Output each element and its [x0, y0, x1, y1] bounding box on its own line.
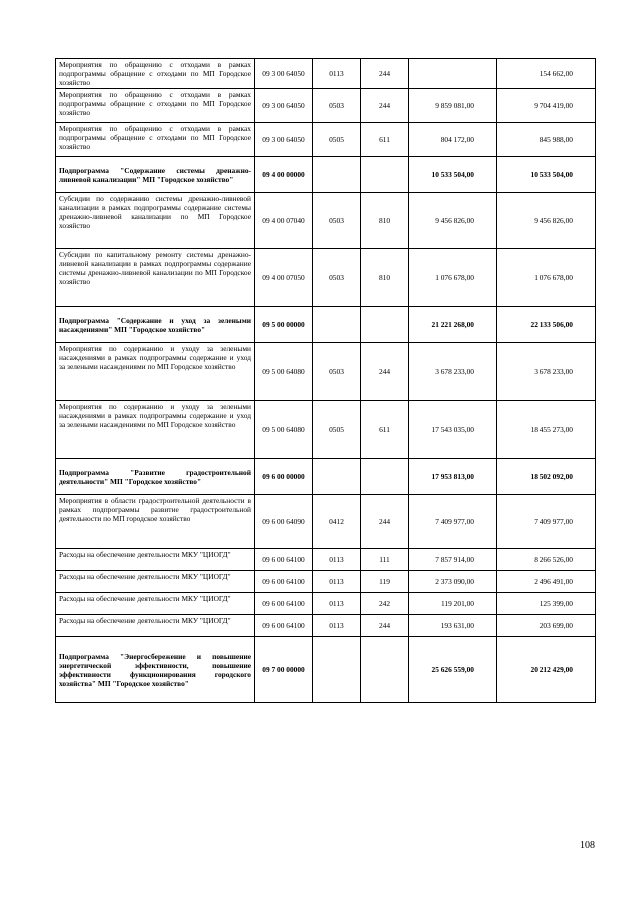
expense-type-code: 242 — [361, 593, 409, 615]
target-code: 09 6 00 64100 — [255, 571, 313, 593]
target-code: 09 6 00 00000 — [255, 459, 313, 495]
table-row — [56, 59, 596, 89]
amount-first-year: 17 953 813,00 — [409, 459, 497, 495]
target-code: 09 7 00 00000 — [255, 637, 313, 703]
table-row — [56, 89, 596, 123]
target-code: 09 4 00 07050 — [255, 249, 313, 307]
amount-first-year: 7 857 914,00 — [409, 549, 497, 571]
expense-description: Расходы на обеспечение деятельности МКУ "ЦИОГД" — [56, 615, 255, 637]
expense-type-code: 244 — [361, 59, 409, 89]
expense-type-code: 810 — [361, 193, 409, 249]
expense-description: Подпрограмма "Развитие градостроительной деятельности" МП "Городское хозяйство" — [56, 459, 255, 495]
expense-type-code — [361, 307, 409, 343]
amount-second-year: 18 502 092,00 — [497, 459, 596, 495]
amount-second-year: 22 133 506,00 — [497, 307, 596, 343]
section-code: 0505 — [313, 401, 361, 459]
target-code: 09 6 00 64100 — [255, 549, 313, 571]
expense-description: Мероприятия по содержанию и уходу за зелеными насаждениями в рамках подпрограммы содержание и уход за зелеными насаждениями по МП Городское хозяйство — [56, 343, 255, 401]
amount-first-year: 10 533 504,00 — [409, 157, 497, 193]
expense-description: Подпрограмма "Содержание системы дренажно-ливневой канализации" МП "Городское хозяйство" — [56, 157, 255, 193]
amount-second-year: 9 704 419,00 — [497, 89, 596, 123]
amount-first-year: 2 373 090,00 — [409, 571, 497, 593]
amount-second-year: 10 533 504,00 — [497, 157, 596, 193]
amount-first-year: 804 172,00 — [409, 123, 497, 157]
amount-second-year: 3 678 233,00 — [497, 343, 596, 401]
amount-first-year: 9 456 826,00 — [409, 193, 497, 249]
section-code: 0503 — [313, 249, 361, 307]
section-code — [313, 307, 361, 343]
section-code: 0113 — [313, 571, 361, 593]
target-code: 09 4 00 00000 — [255, 157, 313, 193]
amount-second-year: 9 456 826,00 — [497, 193, 596, 249]
subprogram-row — [56, 459, 596, 495]
subprogram-row — [56, 157, 596, 193]
section-code: 0503 — [313, 89, 361, 123]
table-row — [56, 495, 596, 549]
amount-second-year: 20 212 429,00 — [497, 637, 596, 703]
expense-description: Мероприятия по обращению с отходами в рамках подпрограммы обращение с отходами по МП Городское хозяйство — [56, 59, 255, 89]
expense-description: Подпрограмма "Энергосбережение и повышение энергетической эффективности, повышение эффективности функционирования городского хозяйства" МП "Городское хозяйство" — [56, 637, 255, 703]
section-code: 0503 — [313, 343, 361, 401]
expense-type-code — [361, 637, 409, 703]
amount-first-year: 193 631,00 — [409, 615, 497, 637]
amount-first-year: 119 201,00 — [409, 593, 497, 615]
expense-description: Мероприятия по обращению с отходами в рамках подпрограммы обращение с отходами по МП Городское хозяйство — [56, 123, 255, 157]
section-code: 0412 — [313, 495, 361, 549]
expense-description: Расходы на обеспечение деятельности МКУ "ЦИОГД" — [56, 571, 255, 593]
subprogram-row — [56, 307, 596, 343]
section-code: 0113 — [313, 59, 361, 89]
amount-first-year: 9 859 081,00 — [409, 89, 497, 123]
expense-type-code: 244 — [361, 615, 409, 637]
expense-type-code — [361, 459, 409, 495]
table-row — [56, 249, 596, 307]
amount-first-year: 7 409 977,00 — [409, 495, 497, 549]
amount-first-year: 17 543 035,00 — [409, 401, 497, 459]
subprogram-row — [56, 637, 596, 703]
expense-type-code: 810 — [361, 249, 409, 307]
expense-description: Мероприятия по содержанию и уходу за зелеными насаждениями в рамках подпрограммы содержание и уход за зелеными насаждениями по МП Городское хозяйство — [56, 401, 255, 459]
amount-second-year: 2 496 491,00 — [497, 571, 596, 593]
budget-table — [55, 58, 596, 703]
table-row — [56, 401, 596, 459]
target-code: 09 3 00 64050 — [255, 123, 313, 157]
amount-second-year: 154 662,00 — [497, 59, 596, 89]
target-code: 09 4 00 07040 — [255, 193, 313, 249]
target-code: 09 5 00 64080 — [255, 401, 313, 459]
expense-description: Мероприятия по обращению с отходами в рамках подпрограммы обращение с отходами по МП Городское хозяйство — [56, 89, 255, 123]
table-row — [56, 615, 596, 637]
expense-type-code: 611 — [361, 401, 409, 459]
amount-second-year: 1 076 678,00 — [497, 249, 596, 307]
expense-type-code: 111 — [361, 549, 409, 571]
amount-first-year: 21 221 268,00 — [409, 307, 497, 343]
target-code: 09 6 00 64090 — [255, 495, 313, 549]
table-row — [56, 123, 596, 157]
expense-type-code: 244 — [361, 343, 409, 401]
target-code: 09 6 00 64100 — [255, 615, 313, 637]
amount-first-year: 1 076 678,00 — [409, 249, 497, 307]
expense-description: Мероприятия в области градостроительной деятельности в рамках подпрограммы развитие градостроительной деятельности по МП городское хозяйство — [56, 495, 255, 549]
expense-type-code — [361, 157, 409, 193]
amount-first-year: 3 678 233,00 — [409, 343, 497, 401]
amount-first-year: 25 626 559,00 — [409, 637, 497, 703]
budget-table-body — [56, 59, 596, 703]
amount-first-year — [409, 59, 497, 89]
section-code: 0505 — [313, 123, 361, 157]
expense-description: Расходы на обеспечение деятельности МКУ "ЦИОГД" — [56, 593, 255, 615]
target-code: 09 3 00 64050 — [255, 59, 313, 89]
section-code: 0113 — [313, 615, 361, 637]
expense-type-code: 611 — [361, 123, 409, 157]
amount-second-year: 125 399,00 — [497, 593, 596, 615]
expense-description: Подпрограмма "Содержание и уход за зелеными насаждениями" МП "Городское хозяйство" — [56, 307, 255, 343]
amount-second-year: 8 266 526,00 — [497, 549, 596, 571]
expense-type-code: 244 — [361, 89, 409, 123]
amount-second-year: 7 409 977,00 — [497, 495, 596, 549]
page-number: 108 — [580, 840, 595, 851]
table-row — [56, 593, 596, 615]
amount-second-year: 18 455 273,00 — [497, 401, 596, 459]
section-code: 0113 — [313, 593, 361, 615]
target-code: 09 5 00 00000 — [255, 307, 313, 343]
table-row — [56, 343, 596, 401]
table-row — [56, 549, 596, 571]
amount-second-year: 845 988,00 — [497, 123, 596, 157]
expense-description: Субсидии по капитальному ремонту системы дренажно-ливневой канализации в рамках подпрограммы содержание системы дренажно-ливневой канализации по МП Городское хозяйство — [56, 249, 255, 307]
target-code: 09 3 00 64050 — [255, 89, 313, 123]
table-row — [56, 571, 596, 593]
expense-type-code: 119 — [361, 571, 409, 593]
expense-description: Субсидии по содержанию системы дренажно-ливневой канализации в рамках подпрограммы содержание системы дренажно-ливневой канализации по МП Городское хозяйство — [56, 193, 255, 249]
target-code: 09 6 00 64100 — [255, 593, 313, 615]
expense-description: Расходы на обеспечение деятельности МКУ "ЦИОГД" — [56, 549, 255, 571]
section-code — [313, 157, 361, 193]
amount-second-year: 203 699,00 — [497, 615, 596, 637]
target-code: 09 5 00 64080 — [255, 343, 313, 401]
section-code — [313, 637, 361, 703]
expense-type-code: 244 — [361, 495, 409, 549]
table-row — [56, 193, 596, 249]
section-code — [313, 459, 361, 495]
section-code: 0113 — [313, 549, 361, 571]
section-code: 0503 — [313, 193, 361, 249]
